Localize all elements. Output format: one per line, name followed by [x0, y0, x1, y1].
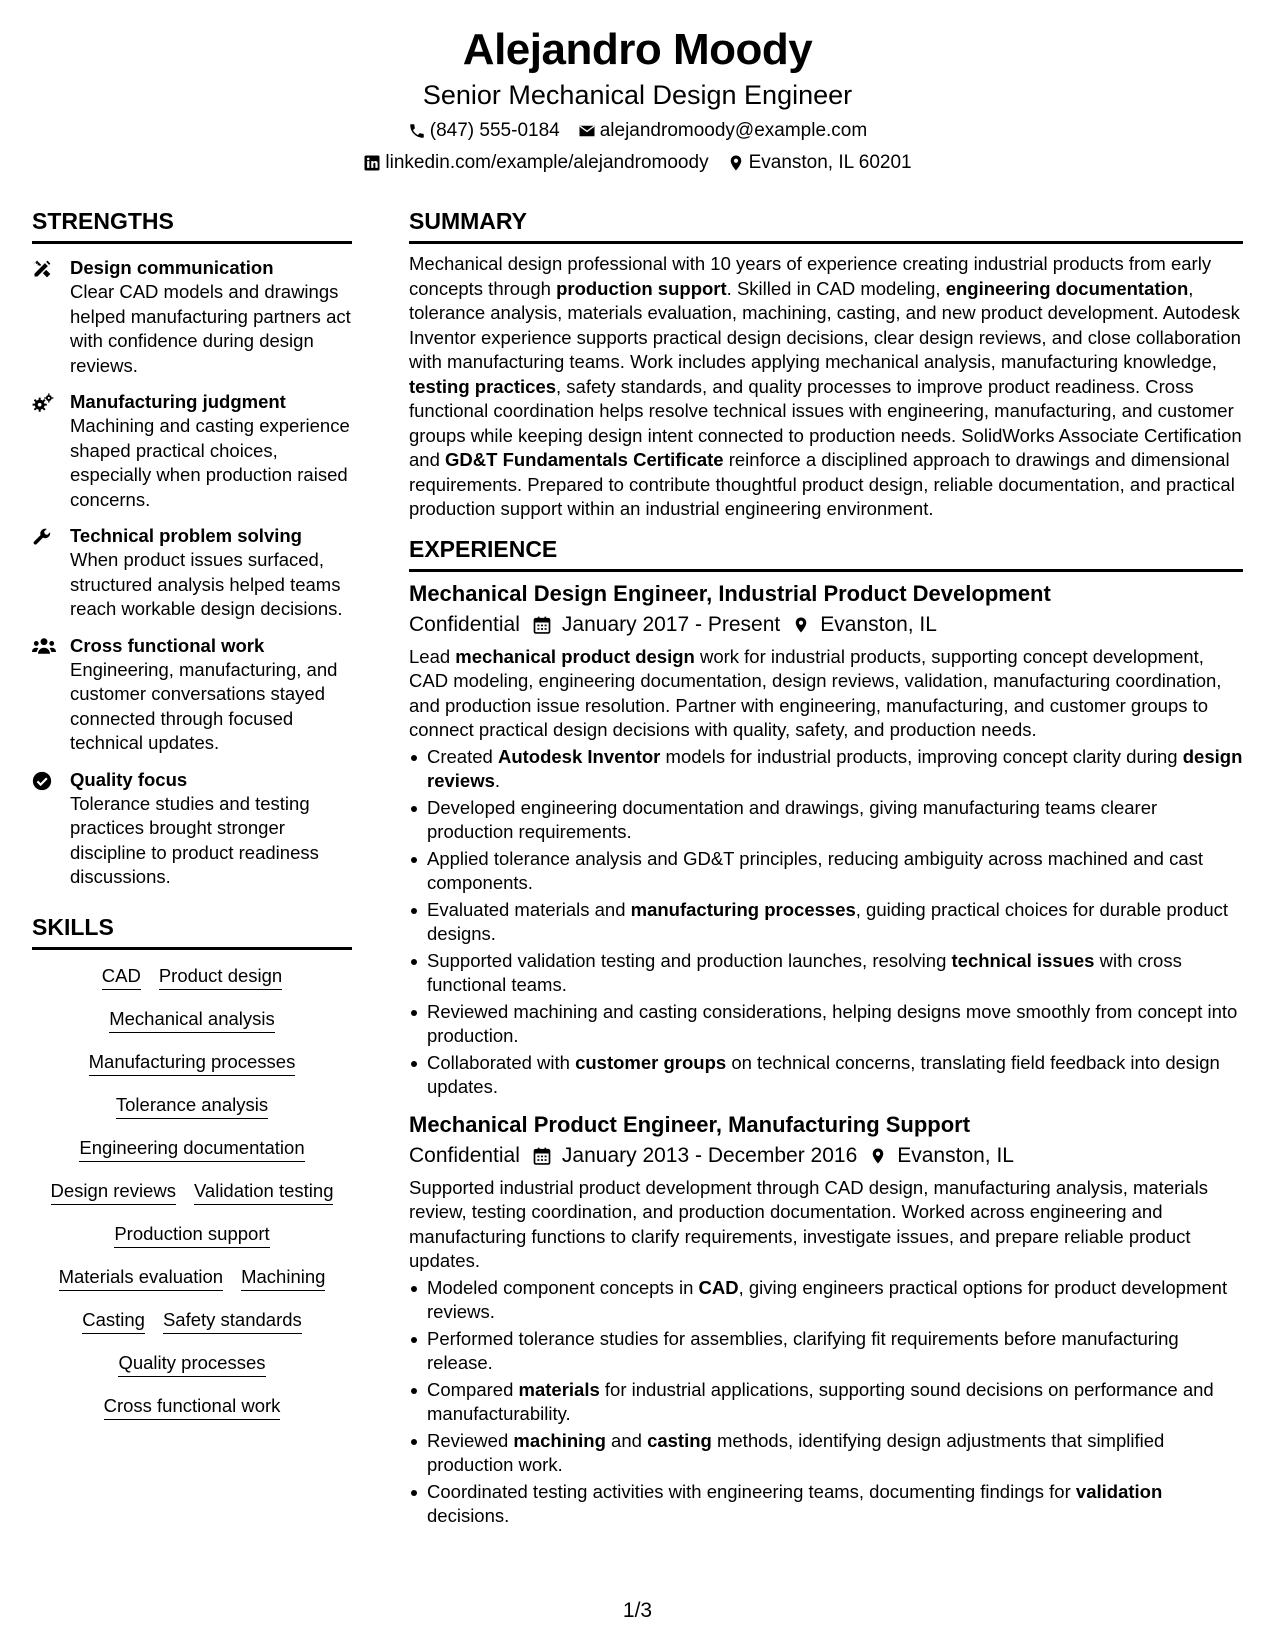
skills-list — [32, 964, 352, 1437]
bullet-item: Modeled component concepts in CAD, giving engineers practical options for product development reviews. — [409, 1276, 1243, 1325]
bullet-item: Compared materials for industrial applications, supporting sound decisions on performance and manufacturability. — [409, 1378, 1243, 1427]
candidate-name: Alejandro Moody — [462, 25, 813, 74]
bold-keyword: design reviews — [427, 745, 1243, 791]
job-bullets — [409, 1276, 1243, 1529]
map-pin-icon — [727, 154, 745, 172]
skill-tag: Production support — [114, 1222, 269, 1248]
job-description: Lead mechanical product design work for industrial products, supporting concept development, CAD modeling, engineering documentation, design reviews, validation, manufacturing coordination, and production issue resolution. Partner with engineering, manufacturing, and customer groups to connect practical design decisions with quality, safety, and production needs. — [409, 645, 1222, 740]
bullet-item: Reviewed machining and casting considerations, helping designs move smoothly from concept into production. — [409, 1000, 1243, 1049]
bullet-item: Created Autodesk Inventor models for industrial products, improving concept clarity during design reviews. — [409, 745, 1243, 794]
strength-item — [32, 634, 352, 756]
strength-title: Technical problem solving — [70, 525, 302, 546]
skill-tag: Casting — [82, 1308, 145, 1334]
summary-text: Mechanical design professional with 10 years of experience creating industrial products from early concepts through production support. Skilled in CAD modeling, engineering documentation, tolerance analysis, materials evaluation, machining, casting, and new product development. Autodesk Inventor experience supports practical design decisions, clear design reviews, and close collaboration with manufacturing teams. Work includes applying mechanical analysis, manufacturing knowledge, testing practices, safety standards, and quality processes to improve product readiness. Cross functional coordination helps resolve technical issues with engineering, manufacturing, and customer groups while keeping design intent connected to production needs. SolidWorks Associate Certification and GD&T Fundamentals Certificate reinforce a disciplined approach to drawings and dimensional requirements. Prepared to contribute thoughtful product design, reliable documentation, and practical production support within an industrial engineering environment. — [409, 253, 1242, 519]
job-company: Confidential — [409, 1143, 520, 1167]
calendar-icon — [532, 1146, 552, 1166]
job-location: Evanston, IL — [897, 1143, 1014, 1167]
strength-title: Cross functional work — [70, 634, 265, 656]
map-pin-icon — [869, 1146, 887, 1166]
bold-keyword: technical issues — [951, 949, 1095, 971]
skill-tag: Engineering documentation — [79, 1136, 304, 1162]
job-location: Evanston, IL — [820, 612, 937, 636]
email-contact[interactable] — [578, 119, 867, 143]
skill-tag: Mechanical analysis — [109, 1007, 275, 1033]
envelope-icon — [578, 122, 596, 140]
bold-keyword: Autodesk Inventor — [497, 745, 661, 767]
left-column — [32, 206, 352, 1437]
strength-description: Tolerance studies and testing practices brought stronger discipline to product readiness discussions. — [70, 792, 319, 887]
map-pin-icon — [792, 615, 810, 635]
job-meta — [409, 611, 1243, 639]
bullet-item: Supported validation testing and production launches, resolving technical issues with cross functional teams. — [409, 949, 1243, 998]
strength-title: Design communication — [70, 257, 274, 278]
skill-tag: Machining — [241, 1265, 325, 1291]
bold-keyword: CAD — [698, 1276, 739, 1298]
skill-tag: Cross functional work — [104, 1394, 281, 1420]
bullet-item: Reviewed machining and casting methods, identifying design adjustments that simplified production work. — [409, 1429, 1243, 1478]
strength-item — [32, 390, 352, 512]
bold-keyword: manufacturing processes — [630, 898, 856, 920]
bullet-item: Developed engineering documentation and drawings, giving manufacturing teams clearer production requirements. — [409, 796, 1243, 845]
location-contact — [727, 151, 912, 175]
strength-item — [32, 768, 352, 890]
linkedin-icon — [363, 154, 381, 172]
phone-icon — [408, 122, 426, 140]
bold-keyword: engineering documentation — [945, 277, 1189, 299]
summary-heading: SUMMARY — [409, 206, 1243, 244]
bold-keyword: customer groups — [575, 1051, 727, 1073]
phone-contact — [408, 119, 560, 143]
location-text: Evanston, IL 60201 — [748, 152, 912, 173]
job-entry — [409, 579, 1243, 1100]
bold-keyword: validation — [1075, 1480, 1163, 1502]
phone-text: (847) 555-0184 — [429, 120, 560, 141]
bold-keyword: GD&T Fundamentals Certificate — [445, 449, 724, 470]
job-dates: January 2017 - Present — [561, 612, 781, 636]
bold-keyword: mechanical product design — [455, 645, 695, 667]
strength-item — [32, 524, 352, 622]
check-circle-icon — [32, 771, 52, 791]
bold-keyword: machining — [513, 1429, 606, 1451]
gears-icon — [32, 393, 54, 413]
skill-tag: Design reviews — [51, 1179, 176, 1205]
bullet-item: Evaluated materials and manufacturing processes, guiding practical choices for durable product designs. — [409, 898, 1243, 947]
bold-keyword: testing practices — [409, 375, 557, 397]
job-company: Confidential — [409, 612, 520, 636]
strength-description: Engineering, manufacturing, and customer conversations stayed connected through focused technical updates. — [70, 658, 338, 753]
users-icon — [32, 637, 56, 655]
bullet-item: Performed tolerance studies for assemblies, clarifying fit requirements before manufacturing release. — [409, 1327, 1243, 1376]
job-description: Supported industrial product development through CAD design, manufacturing analysis, materials review, testing coordination, and production documentation. Worked across engineering and manufacturing functions to clarify requirements, investigate issues, and prepare reliable product updates. — [409, 1176, 1209, 1271]
skill-tag: Tolerance analysis — [116, 1093, 268, 1119]
skill-tag: Materials evaluation — [59, 1265, 224, 1291]
strength-description: Clear CAD models and drawings helped manufacturing partners act with confidence during design reviews. — [70, 281, 351, 376]
bold-keyword: production support — [556, 277, 727, 299]
skill-tag: Manufacturing processes — [89, 1050, 296, 1076]
strength-item — [32, 256, 352, 378]
linkedin-link[interactable]: linkedin.com/example/alejandromoody — [385, 152, 709, 173]
bold-keyword: casting — [647, 1429, 712, 1451]
bullet-item: Applied tolerance analysis and GD&T principles, reducing ambiguity across machined and cast components. — [409, 847, 1243, 896]
strength-title: Quality focus — [70, 768, 188, 790]
bold-keyword: materials — [518, 1378, 600, 1400]
strength-description: Machining and casting experience shaped practical choices, especially when production raised concerns. — [70, 415, 350, 510]
wrench-icon — [32, 527, 52, 547]
strength-title: Manufacturing judgment — [70, 391, 286, 412]
job-bullets — [409, 745, 1243, 1100]
bullet-item: Collaborated with customer groups on technical concerns, translating field feedback into design updates. — [409, 1051, 1243, 1100]
calendar-icon — [532, 615, 552, 635]
linkedin-contact[interactable] — [363, 151, 708, 175]
experience-heading: EXPERIENCE — [409, 534, 1243, 572]
skill-tag: Validation testing — [194, 1179, 334, 1205]
skill-tag: Safety standards — [163, 1308, 302, 1334]
contact-row-1 — [0, 119, 1275, 143]
skill-tag: Quality processes — [118, 1351, 265, 1377]
job-entry — [409, 1110, 1243, 1529]
right-column — [409, 206, 1243, 1531]
job-meta — [409, 1142, 1243, 1170]
strength-description: When product issues surfaced, structured analysis helped teams reach workable design decisions. — [70, 549, 343, 619]
skills-heading: SKILLS — [32, 912, 352, 950]
skill-tag: CAD — [102, 964, 141, 990]
email-link[interactable]: alejandromoody@example.com — [599, 120, 868, 141]
resume-header — [0, 24, 1275, 175]
page-number: 1/3 — [622, 1599, 653, 1622]
bullet-item: Coordinated testing activities with engineering teams, documenting findings for validation decisions. — [409, 1480, 1243, 1529]
job-dates: January 2013 - December 2016 — [561, 1143, 858, 1167]
job-title: Mechanical Product Engineer, Manufacturing Support — [409, 1111, 971, 1137]
skill-tag: Product design — [159, 964, 282, 990]
candidate-title: Senior Mechanical Design Engineer — [422, 80, 853, 110]
job-title: Mechanical Design Engineer, Industrial Product Development — [409, 580, 1051, 606]
contact-row-2 — [0, 151, 1275, 175]
strengths-heading: STRENGTHS — [32, 206, 352, 244]
pencil-ruler-icon — [32, 259, 52, 279]
